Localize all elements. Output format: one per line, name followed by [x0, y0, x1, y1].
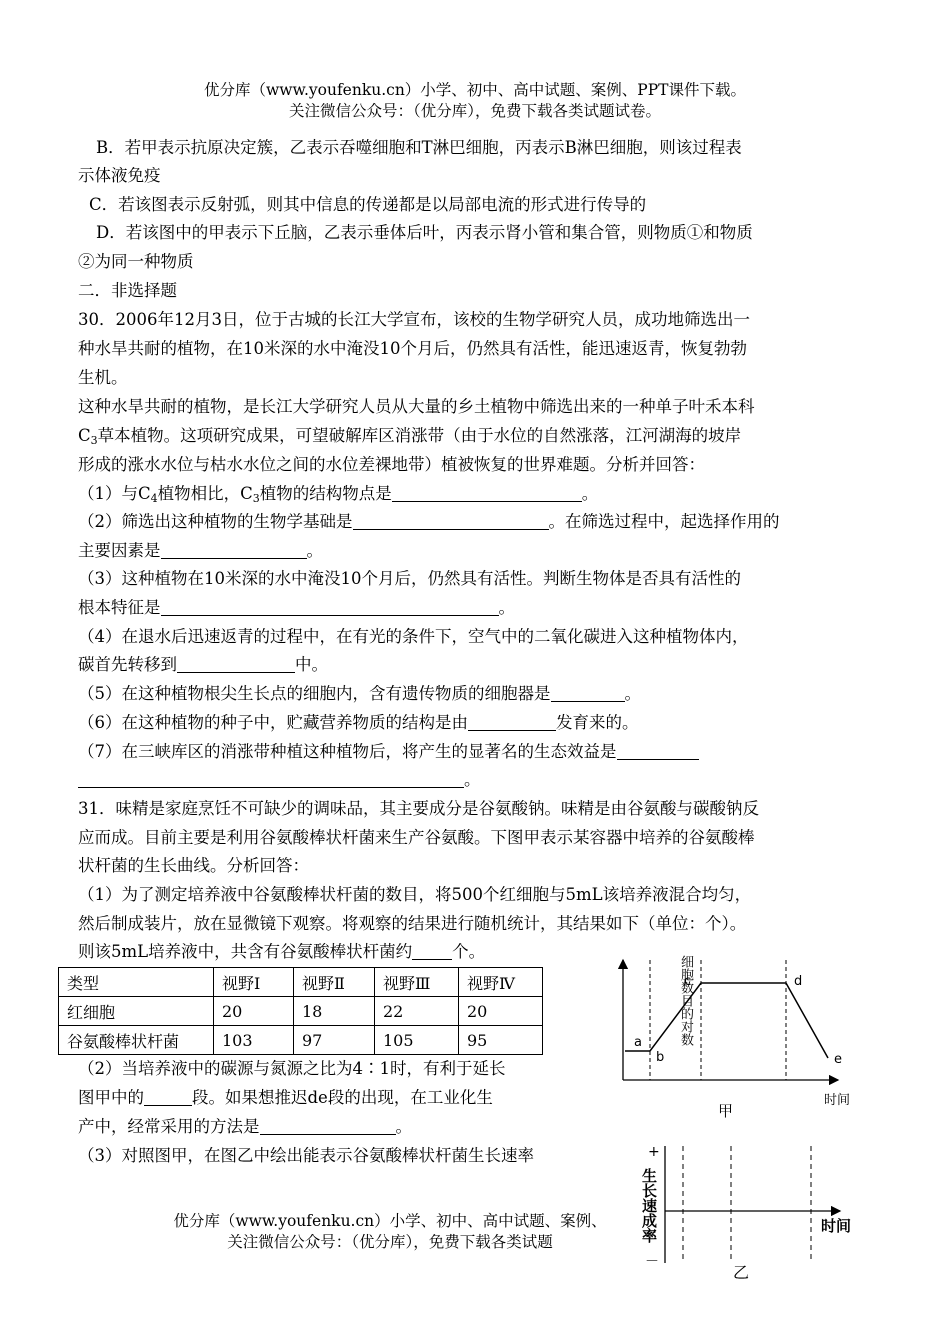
answer-blank[interactable] — [412, 941, 452, 960]
answer-blank[interactable] — [617, 741, 699, 760]
table-cell: 红细胞 — [59, 997, 214, 1026]
q30-sub3-line1: （3）这种植物在10米深的水中淹没10个月后，仍然具有活性。判断生物体是否具有活性的 — [78, 569, 741, 588]
growth-curve — [625, 983, 828, 1058]
table-cell: 18 — [294, 997, 375, 1026]
q30-sub7-line2: 。 — [78, 768, 481, 792]
point-label: a — [634, 1035, 642, 1050]
table-cell: 20 — [459, 997, 543, 1026]
q30-sub4-line2: 碳首先转移到 中。 — [78, 655, 328, 674]
header-line-1: 优分库（www.youfenku.cn）小学、初中、高中试题、案例、PPT课件下载。 — [203, 81, 747, 99]
q30-para2-line1: 这种水旱共耐的植物，是长江大学研究人员从大量的乡土植物中筛选出来的一种单子叶禾本科 — [78, 397, 755, 416]
answer-blank[interactable] — [161, 540, 307, 559]
q31-sub2-line3: 产中，经常采用的方法是 。 — [78, 1117, 412, 1136]
q29-option-d-line2: ②为同一种物质 — [78, 252, 194, 271]
table-cell: 20 — [214, 997, 294, 1026]
footer-line-1: 优分库（www.youfenku.cn）小学、初中、高中试题、案例、 — [173, 1212, 607, 1230]
answer-blank[interactable] — [161, 597, 499, 616]
point-label: b — [656, 1050, 665, 1065]
y-axis-label: 细胞数目的对数 — [602, 955, 693, 970]
q29-option-c: C．若该图表示反射弧，则其中信息的传递都是以局部电流的形式进行传导的 — [89, 195, 647, 214]
table-header-cell: 视野Ⅰ — [214, 968, 294, 997]
table-header-row — [59, 968, 543, 997]
answer-blank[interactable] — [353, 511, 549, 530]
table-header-cell: 视野Ⅲ — [375, 968, 459, 997]
table-header-cell: 类型 — [59, 968, 214, 997]
q29-option-b-line2: 示体液免疫 — [78, 166, 161, 185]
q30-sub6: （6）在这种植物的种子中，贮藏营养物质的结构是由 发育来的。 — [78, 713, 639, 732]
table-cell: 22 — [375, 997, 459, 1026]
plus-sign: + — [648, 1144, 660, 1160]
q30-para1-line3: 生机。 — [78, 368, 128, 387]
q31-sub3: （3）对照图甲，在图乙中绘出能表示谷氨酸棒状杆菌生长速率 — [78, 1146, 534, 1165]
header-line-2: 关注微信公众号：（优分库），免费下载各类试题试卷。 — [288, 102, 661, 120]
table-header-cell: 视野Ⅱ — [294, 968, 375, 997]
minus-sign: － — [645, 1254, 659, 1270]
q30-sub1: （1）与$C_4$植物相比，$C_3$植物的结构物点是 。 — [78, 484, 599, 505]
figure-caption: 甲 — [718, 1102, 734, 1120]
answer-blank[interactable] — [468, 712, 556, 731]
answer-blank[interactable] — [392, 483, 582, 502]
q29-option-b-line1: B．若甲表示抗原决定簇，乙表示吞噬细胞和T淋巴细胞，丙表示B淋巴细胞，则该过程表 — [96, 138, 742, 157]
q30-sub5: （5）在这种植物根尖生长点的细胞内，含有遗传物质的细胞器是 。 — [78, 684, 641, 703]
table-header-cell: 视野Ⅳ — [459, 968, 543, 997]
y-axis-label: 生长速成率 — [640, 1168, 658, 1243]
table-row — [59, 1026, 543, 1055]
table-row — [59, 997, 543, 1026]
q30-para1-line2: 种水旱共耐的植物，在10米深的水中淹没10个月后，仍然具有活性，能迅速返青，恢复勃勃 — [78, 339, 747, 358]
q30-para2-line3: 形成的涨水水位与枯水水位之间的水位差裸地带）植被恢复的世界难题。分析并回答： — [78, 455, 705, 474]
q31-sub2-line1: （2）当培养液中的碳源与氮源之比为4∶1时，有利于延长 — [78, 1059, 506, 1078]
footer-line-2: 关注微信公众号：（优分库），免费下载各类试题 — [227, 1233, 553, 1251]
x-axis-label: 时间 — [824, 1093, 851, 1108]
q31-para1-line1: 31．味精是家庭烹饪不可缺少的调味品，其主要成分是谷氨酸钠。味精是由谷氨酸与碳酸钠反 — [78, 799, 759, 818]
table-cell: 95 — [459, 1026, 543, 1055]
point-label: d — [794, 974, 803, 989]
count-table — [58, 967, 543, 1055]
answer-blank[interactable] — [78, 769, 464, 788]
figure-caption: 乙 — [733, 1263, 750, 1282]
figure-jia — [598, 950, 868, 1125]
q30-sub7-line1: （7）在三峡库区的消涨带种植这种植物后，将产生的显著名的生态效益是 — [78, 740, 699, 764]
point-label: e — [834, 1052, 842, 1067]
q30-sub2-line2: 主要因素是 。 — [78, 541, 323, 560]
q31-sub1-line2: 然后制成装片，放在显微镜下观察。将观察的结果进行随机统计，其结果如下（单位：个）。 — [78, 914, 747, 933]
table-cell: 谷氨酸棒状杆菌 — [59, 1026, 214, 1055]
answer-blank[interactable] — [177, 654, 295, 673]
q29-option-d-line1: D．若该图中的甲表示下丘脑，乙表示垂体后叶，丙表示肾小管和集合管，则物质①和物质 — [96, 223, 753, 242]
table-cell: 105 — [375, 1026, 459, 1055]
table-cell: 97 — [294, 1026, 375, 1055]
q31-para1-line3: 状杆菌的生长曲线。分析回答： — [78, 856, 309, 875]
answer-blank[interactable] — [144, 1087, 192, 1106]
q31-sub1-line1: （1）为了测定培养液中谷氨酸棒状杆菌的数目，将500个红细胞与5mL该培养液混合均匀， — [78, 885, 752, 904]
q31-sub2-line2: 图甲中的 段。如果想推迟de段的出现，在工业化生 — [78, 1088, 493, 1107]
q30-sub2-line1: （2）筛选出这种植物的生物学基础是 。在筛选过程中，起选择作用的 — [78, 512, 780, 531]
section-heading: 二．非选择题 — [78, 281, 177, 300]
q30-sub3-line2: 根本特征是 。 — [78, 598, 515, 617]
q31-para1-line2: 应而成。目前主要是利用谷氨酸棒状杆菌来生产谷氨酸。下图甲表示某容器中培养的谷氨酸棒 — [78, 828, 755, 847]
q30-para1-line1: 30．2006年12月3日，位于古城的长江大学宣布，该校的生物学研究人员，成功地筛选出一 — [78, 310, 750, 329]
q30-para2-line2: $C_3$草本植物。这项研究成果，可望破解库区消涨带（由于水位的自然涨落，江河湖海的坡岸 — [78, 426, 742, 447]
table-cell: 103 — [214, 1026, 294, 1055]
point-label: c — [684, 974, 692, 989]
answer-blank[interactable] — [551, 683, 625, 702]
q30-sub4-line1: （4）在退水后迅速返青的过程中，在有光的条件下，空气中的二氧化碳进入这种植物体内， — [78, 627, 749, 646]
answer-blank[interactable] — [260, 1116, 396, 1135]
x-axis-label: 时间 — [821, 1217, 852, 1235]
q31-sub1-line3: 则该5mL培养液中，共含有谷氨酸棒状杆菌约 个。 — [78, 942, 486, 961]
